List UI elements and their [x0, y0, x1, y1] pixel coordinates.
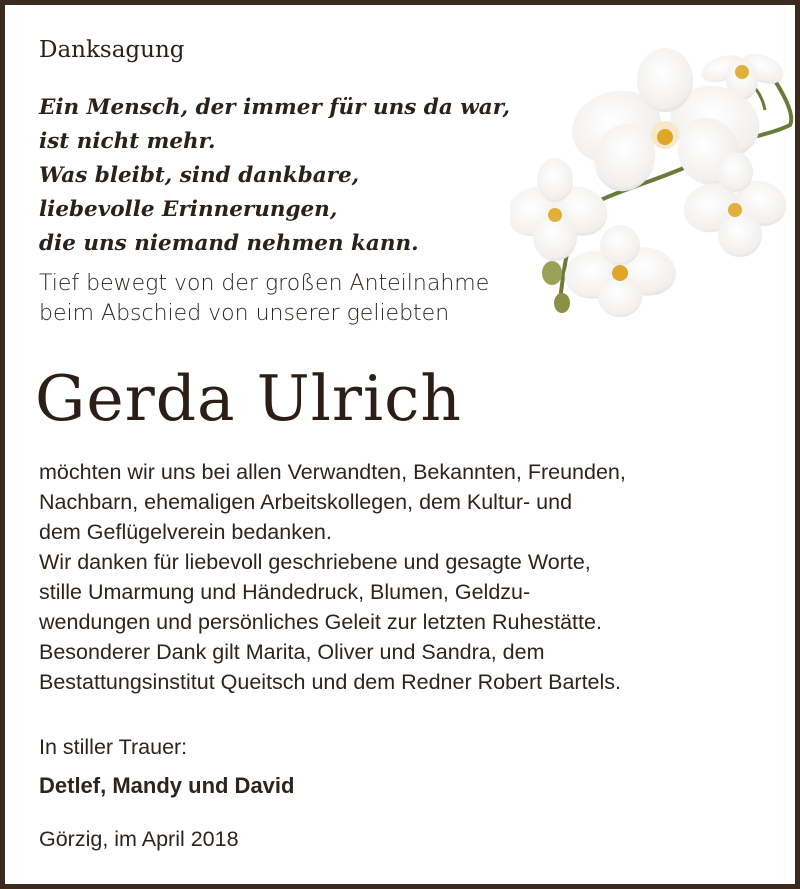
mourning-label: In stiller Trauer:	[39, 735, 188, 759]
deceased-name: Gerda Ulrich	[35, 362, 463, 435]
intro-line: beim Abschied von unserer geliebten	[39, 301, 450, 326]
thanks-line: Bestattungsinstitut Queitsch und dem Redner Robert Bartels.	[39, 670, 622, 694]
thanks-text	[39, 457, 626, 697]
thanks-line: Besonderer Dank gilt Marita, Oliver und Sandra, dem	[39, 640, 545, 664]
family-names: Detlef, Mandy und David	[39, 773, 295, 798]
thanks-line: Wir danken für liebevoll geschriebene und gesagte Worte,	[39, 550, 591, 574]
thanks-line: dem Geflügelverein bedanken.	[39, 520, 332, 544]
memorial-quote	[39, 91, 510, 261]
place-date: Görzig, im April 2018	[39, 827, 239, 851]
quote-line: die uns niemand nehmen kann.	[39, 231, 419, 256]
thanks-line: wendungen und persönliches Geleit zur letzten Ruhestätte.	[39, 610, 602, 634]
thanks-line: möchten wir uns bei allen Verwandten, Bekannten, Freunden,	[39, 460, 626, 484]
quote-line: ist nicht mehr.	[39, 129, 216, 154]
quote-line: liebevolle Erinnerungen,	[39, 197, 338, 222]
thanks-line: Nachbarn, ehemaligen Arbeitskollegen, dem Kultur- und	[39, 490, 573, 514]
quote-line: Ein Mensch, der immer für uns da war,	[39, 95, 510, 120]
intro-line: Tief bewegt von der großen Anteilnahme	[39, 271, 490, 296]
quote-line: Was bleibt, sind dankbare,	[39, 163, 360, 188]
intro-text	[39, 269, 489, 329]
orchid-flower-icon	[510, 25, 800, 325]
heading: Danksagung	[39, 37, 185, 63]
thanks-line: stille Umarmung und Händedruck, Blumen, Geldzu-	[39, 580, 531, 604]
